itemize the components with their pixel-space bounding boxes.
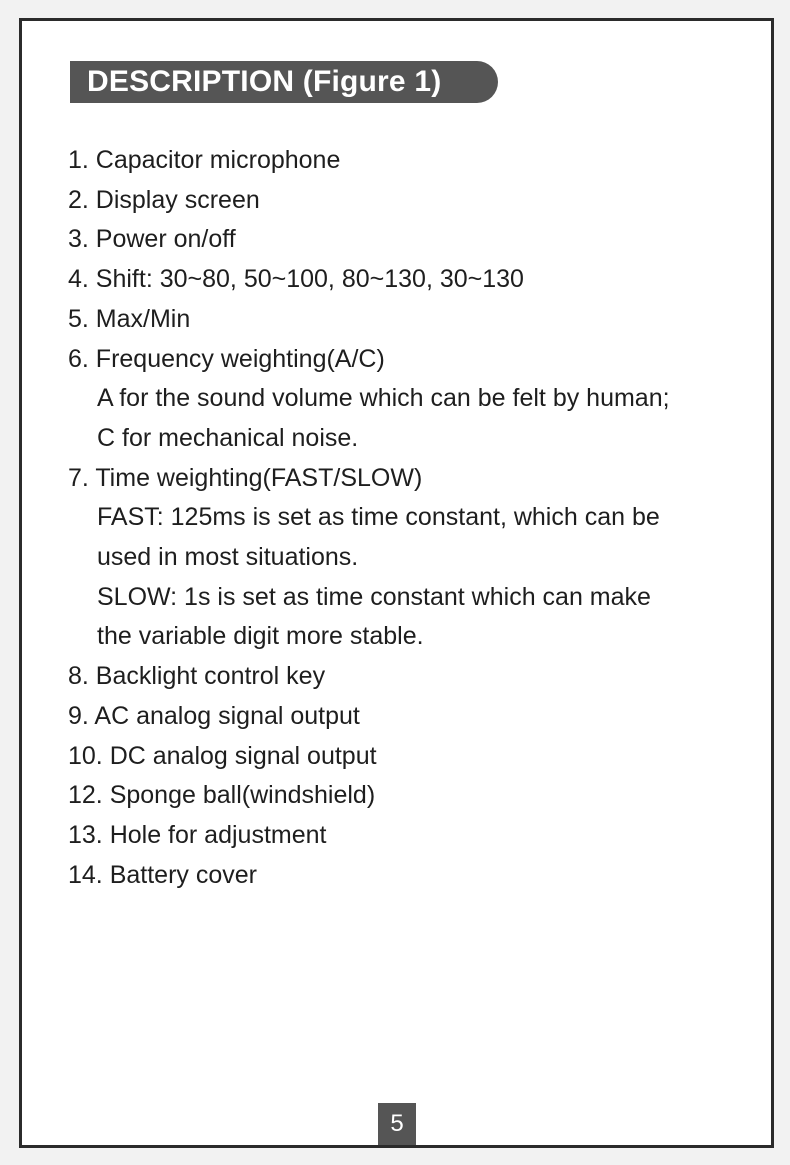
list-item: 9. AC analog signal output: [68, 701, 360, 730]
list-item: 14. Battery cover: [68, 860, 257, 889]
section-heading: DESCRIPTION (Figure 1): [70, 61, 498, 103]
list-item: 13. Hole for adjustment: [68, 820, 327, 849]
list-item-detail: used in most situations.: [97, 543, 359, 572]
list-item-detail: C for mechanical noise.: [97, 423, 359, 452]
list-item: 10. DC analog signal output: [68, 741, 377, 770]
list-item: 5. Max/Min: [68, 304, 191, 333]
list-item-detail: FAST: 125ms is set as time constant, which can be: [97, 503, 660, 532]
list-item: 8. Backlight control key: [68, 662, 326, 691]
list-item: 7. Time weighting(FAST/SLOW): [68, 463, 423, 492]
list-item: 1. Capacitor microphone: [68, 146, 341, 174]
list-item-detail: the variable digit more stable.: [97, 622, 424, 651]
list-item: 3. Power on/off: [68, 225, 236, 254]
list-item: 12. Sponge ball(windshield): [68, 781, 376, 810]
description-list: [68, 141, 748, 895]
list-item: 4. Shift: 30~80, 50~100, 80~130, 30~130: [68, 265, 524, 294]
list-item: 6. Frequency weighting(A/C): [68, 344, 385, 373]
manual-page: [19, 18, 774, 1148]
list-item-detail: A for the sound volume which can be felt by human;: [97, 384, 670, 413]
list-item-detail: SLOW: 1s is set as time constant which can make: [97, 582, 651, 611]
page-number: 5: [378, 1103, 416, 1145]
list-item: 2. Display screen: [68, 185, 260, 214]
